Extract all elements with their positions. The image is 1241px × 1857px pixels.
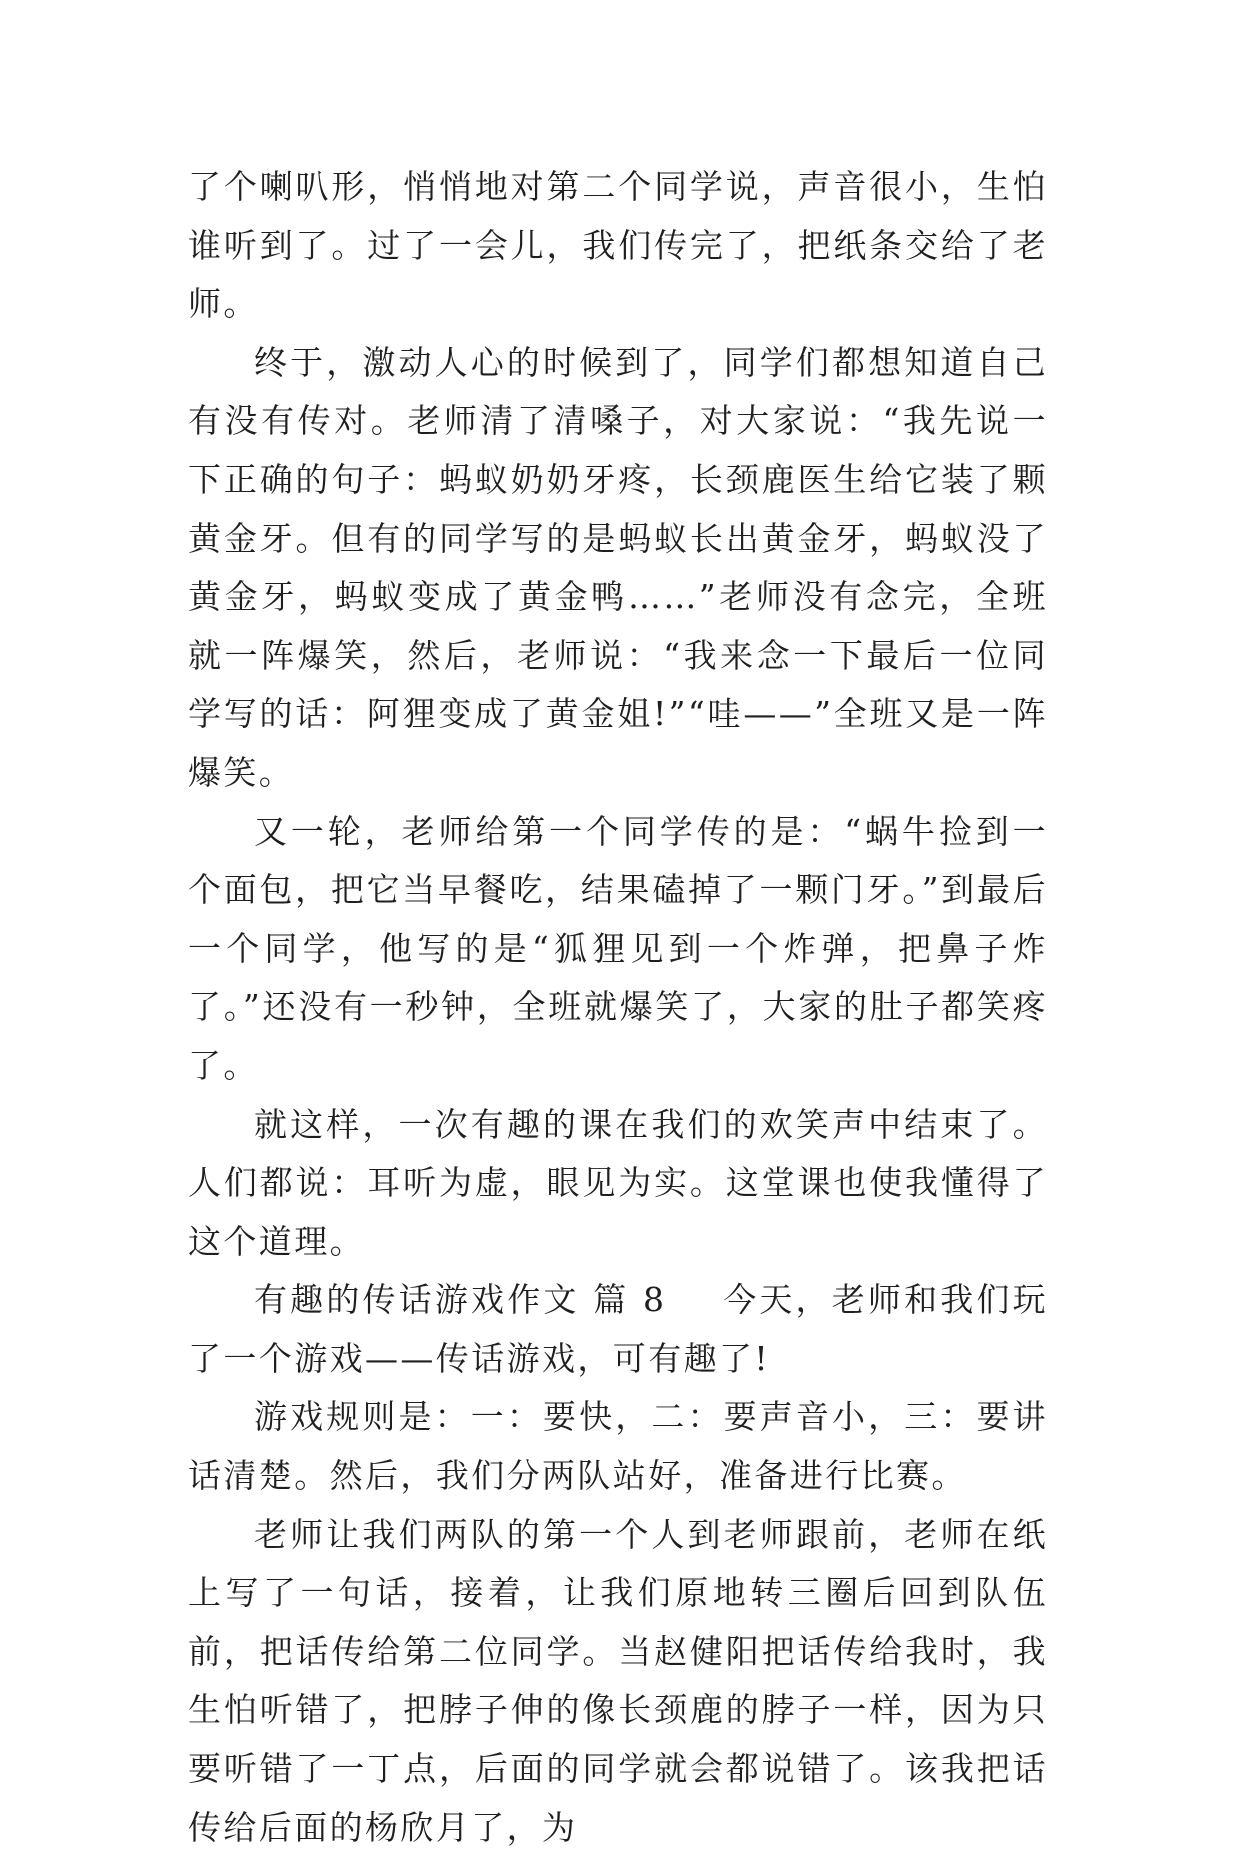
paragraph-5-text: 今天，老师和我们玩了一个游戏——传话游戏，可有趣了! [188,1280,1048,1378]
paragraph-4: 就这样，一次有趣的课在我们的欢笑声中结束了。人们都说：耳听为虚，眼见为实。这堂课也使我懂得了这个道理。 [188,1104,1048,1261]
paragraph-3: 又一轮，老师给第一个同学传的是：“蜗牛捡到一个面包，把它当早餐吃，结果磕掉了一颗门牙。”到最后一个同学，他写的是“狐狸见到一个炸弹，把鼻子炸了。”还没有一秒钟，全班就爆笑了，大家的肚子都笑疼了。 [188,811,1048,1085]
section-heading: 有趣的传话游戏作文 篇 8 [254,1280,667,1320]
document-body [188,158,1048,1857]
paragraph-1: 了个喇叭形，悄悄地对第二个同学说，声音很小，生怕谁听到了。过了一会儿，我们传完了，把纸条交给了老师。 [188,167,1048,324]
paragraph-2: 终于，激动人心的时候到了，同学们都想知道自己有没有传对。老师清了清嗓子，对大家说：“我先说一下正确的句子：蚂蚁奶奶牙疼，长颈鹿医生给它装了颗黄金牙。但有的同学写的是蚂蚁长出黄金牙，蚂蚁没了黄金牙，蚂蚁变成了黄金鸭……”老师没有念完，全班就一阵爆笑，然后，老师说：“我来念一下最后一位同学写的话：阿狸变成了黄金姐!”“哇——”全班又是一阵爆笑。 [188,342,1048,792]
paragraph-6: 游戏规则是：一：要快，二：要声音小，三：要讲话清楚。然后，我们分两队站好，准备进行比赛。 [188,1397,1048,1496]
paragraph-5 [188,1271,1048,1388]
paragraph-7: 老师让我们两队的第一个人到老师跟前，老师在纸上写了一句话，接着，让我们原地转三圈后回到队伍前，把话传给第二位同学。当赵健阳把话传给我时，我生怕听错了，把脖子伸的像长颈鹿的脖子一样，因为只要听错了一丁点，后面的同学就会都说错了。该我把话传给后面的杨欣月了，为 [188,1514,1048,1847]
